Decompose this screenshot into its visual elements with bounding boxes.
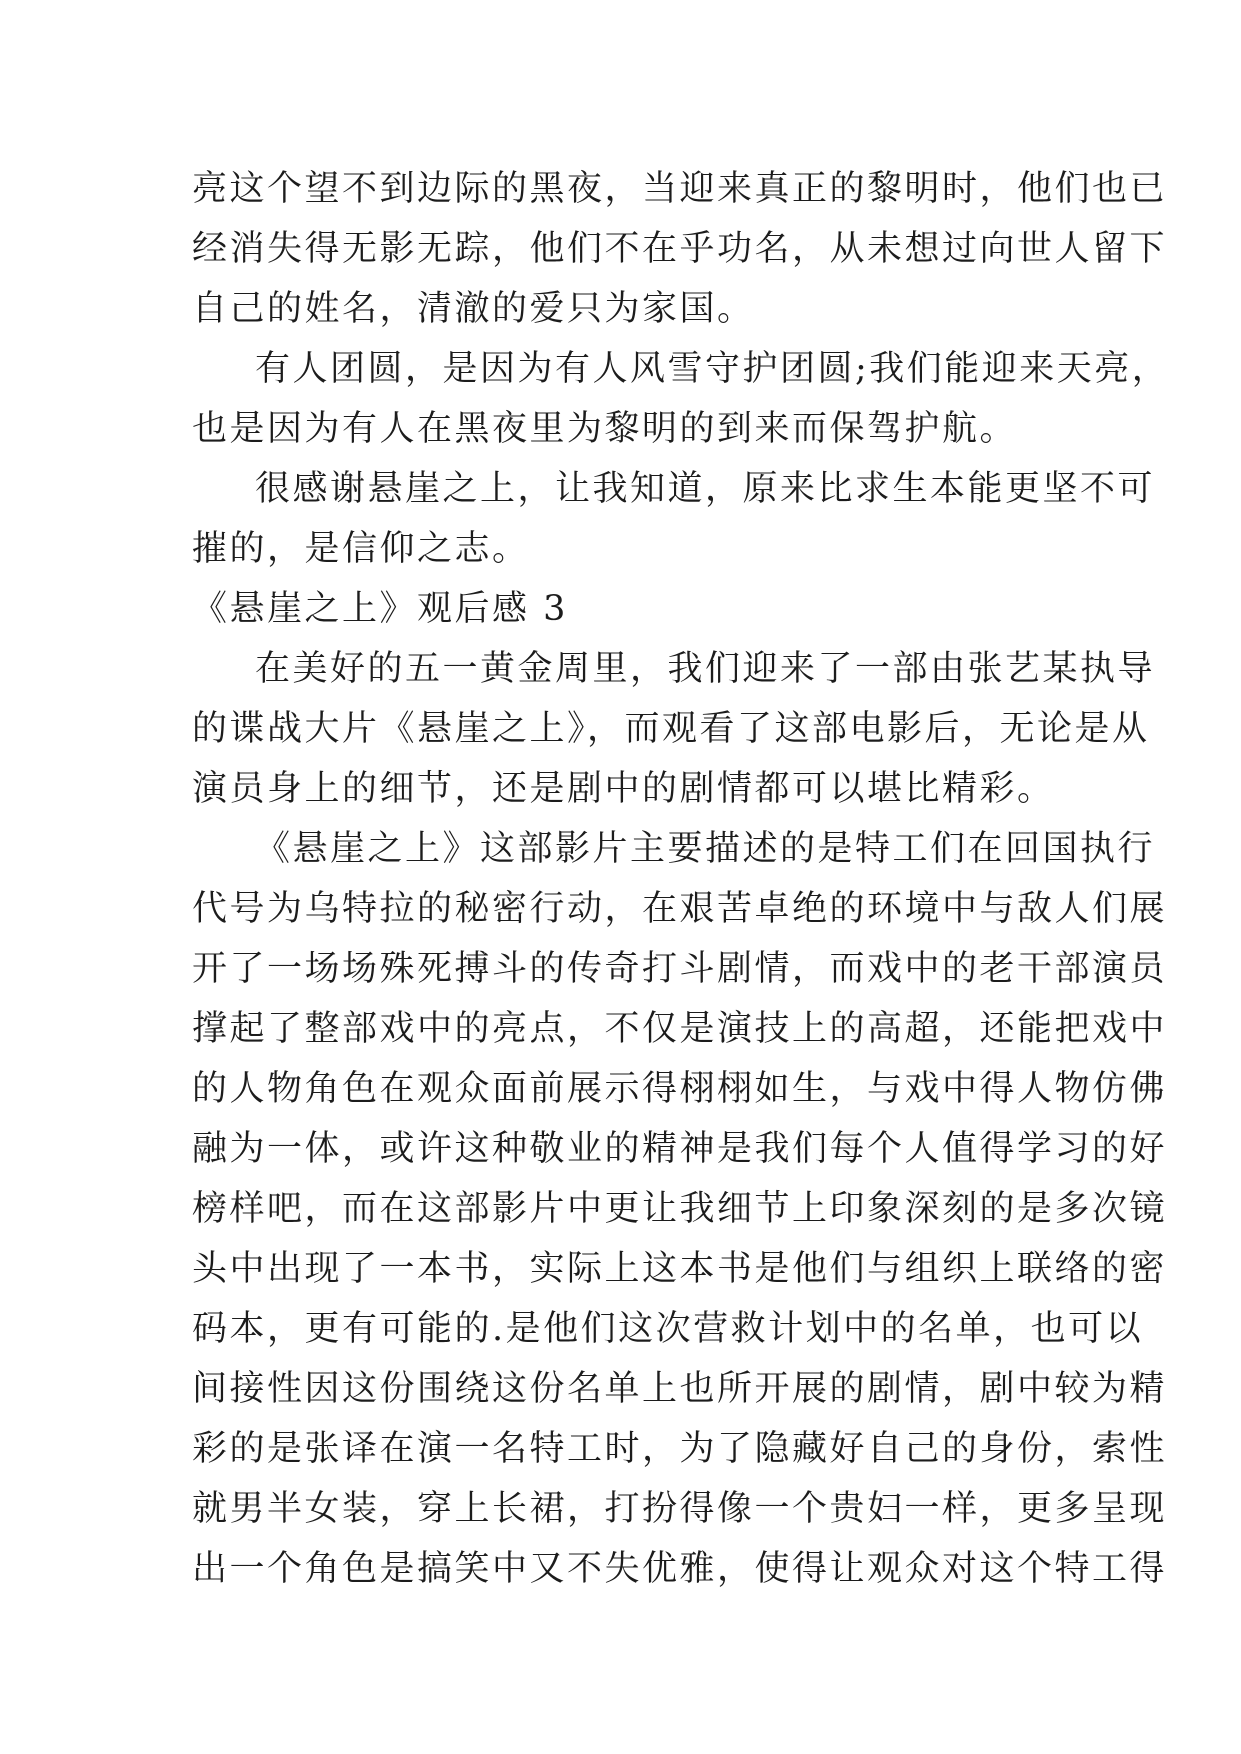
text-line: 开了一场场殊死搏斗的传奇打斗剧情，而戏中的老干部演员 [192,949,1168,989]
text-line: 间接性因这份围绕这份名单上也所开展的剧情，剧中较为精 [192,1369,1168,1409]
paragraph-first-line: 很感谢悬崖之上，让我知道，原来比求生本能更坚不可 [255,469,1156,509]
paragraph-first-line: 《悬崖之上》这部影片主要描述的是特工们在回国执行 [255,829,1156,869]
document-body [192,159,1170,1599]
text-line: 就男半女装，穿上长裙，打扮得像一个贵妇一样，更多呈现 [192,1489,1168,1529]
text-line: 经消失得无影无踪，他们不在乎功名，从未想过向世人留下 [192,229,1168,269]
text-line: 榜样吧，而在这部影片中更让我细节上印象深刻的是多次镜 [192,1189,1168,1229]
section-heading: 《悬崖之上》观后感 3 [192,589,568,629]
text-line: 的人物角色在观众面前展示得栩栩如生，与戏中得人物仿佛 [192,1069,1168,1109]
text-line: 也是因为有人在黑夜里为黎明的到来而保驾护航。 [192,409,1018,449]
text-line: 撑起了整部戏中的亮点，不仅是演技上的高超，还能把戏中 [192,1009,1168,1049]
paragraph-first-line: 有人团圆，是因为有人风雪守护团圆;我们能迎来天亮， [255,349,1170,389]
text-line: 摧的，是信仰之志。 [192,529,530,569]
text-line: 融为一体，或许这种敬业的精神是我们每个人值得学习的好 [192,1129,1168,1169]
text-line: 出一个角色是搞笑中又不失优雅，使得让观众对这个特工得 [192,1549,1168,1589]
text-line: 头中出现了一本书，实际上这本书是他们与组织上联络的密 [192,1249,1168,1289]
text-line: 码本，更有可能的.是他们这次营救计划中的名单，也可以 [192,1309,1144,1349]
text-line: 的谍战大片《悬崖之上》，而观看了这部电影后，无论是从 [192,709,1150,749]
text-line: 自己的姓名，清澈的爱只为家国。 [192,289,755,329]
text-line: 代号为乌特拉的秘密行动，在艰苦卓绝的环境中与敌人们展 [192,889,1168,929]
text-line: 亮这个望不到边际的黑夜，当迎来真正的黎明时，他们也已 [192,169,1168,209]
text-line: 彩的是张译在演一名特工时，为了隐藏好自己的身份，索性 [192,1429,1168,1469]
paragraph-first-line: 在美好的五一黄金周里，我们迎来了一部由张艺某执导 [255,649,1156,689]
text-line: 演员身上的细节，还是剧中的剧情都可以堪比精彩。 [192,769,1055,809]
